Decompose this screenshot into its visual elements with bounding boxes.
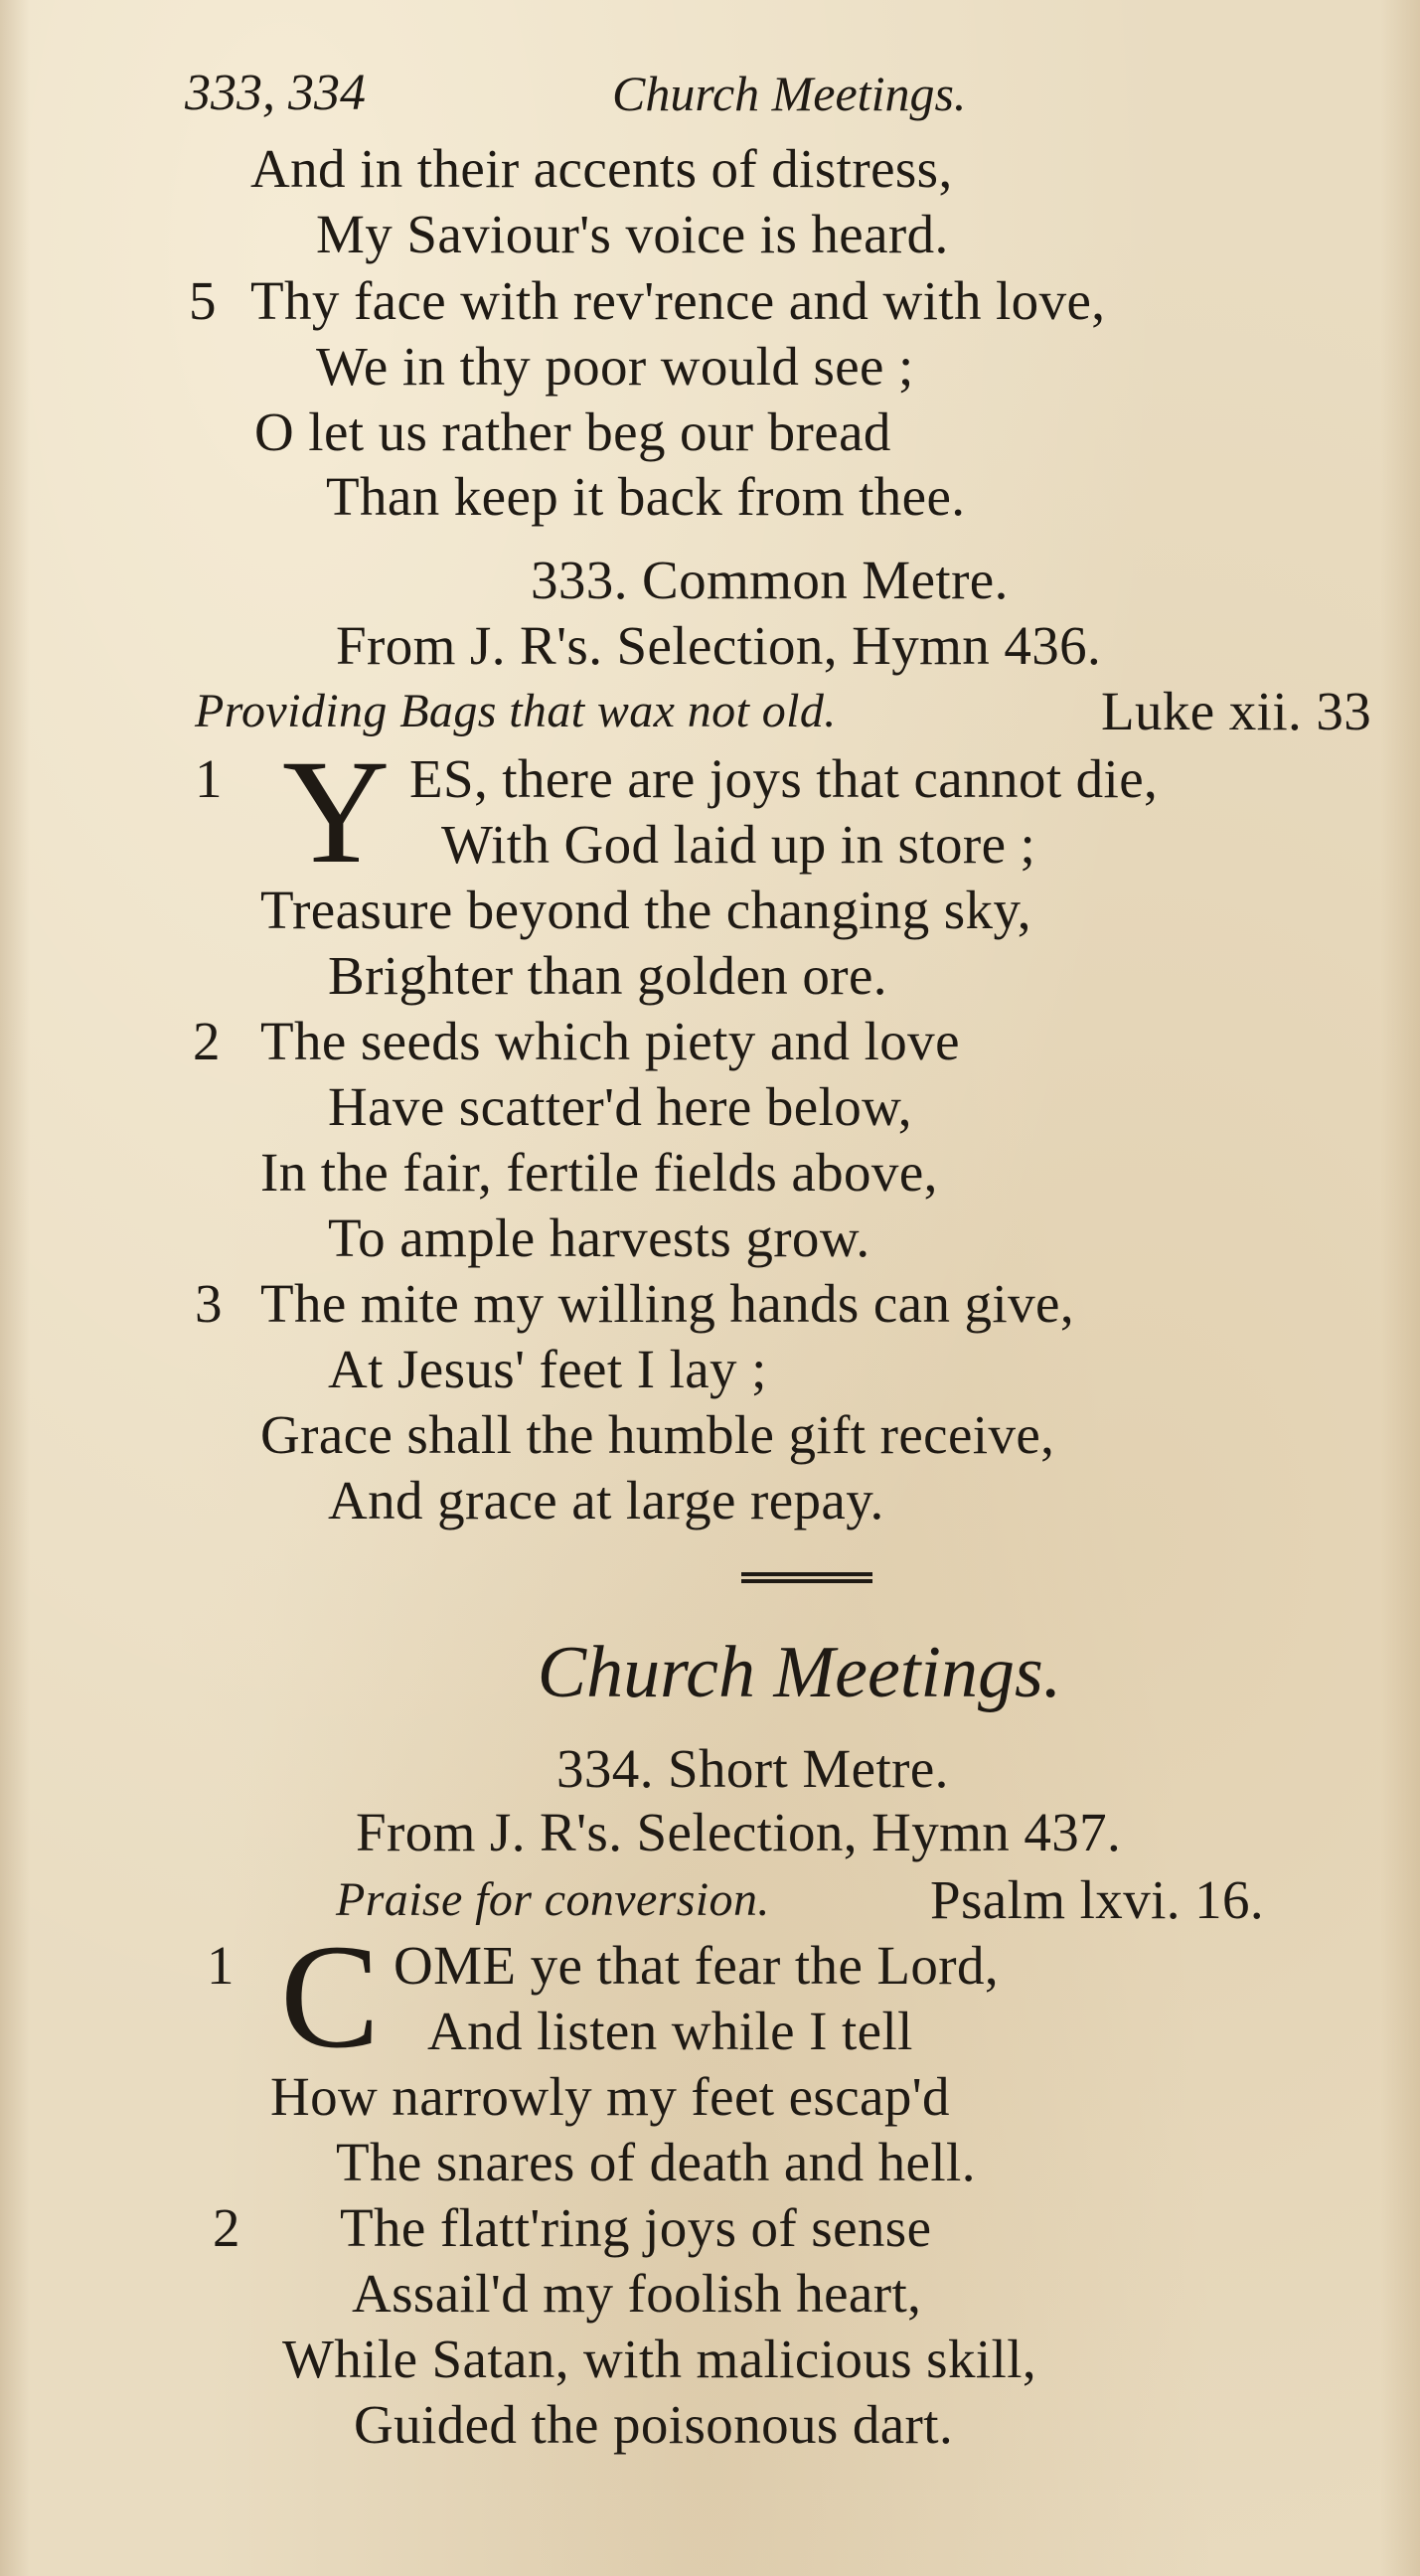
section-title: Church Meetings. [537,1632,1062,1713]
hymn-line: ES, there are joys that cannot die, [409,748,1159,809]
hymn-line: Brighter than golden ore. [328,945,887,1006]
page-gutter-shadow [0,0,30,2576]
running-header-numbers: 333, 334 [185,65,366,121]
hymn-line: And grace at large repay. [328,1470,884,1530]
drop-cap: C [280,1914,381,2079]
hymn-line: The flatt'ring joys of sense [340,2197,932,2258]
verse-number: 1 [195,748,223,809]
hymn-line: At Jesus' feet I lay ; [328,1339,767,1399]
verse-number: 1 [207,1935,235,1996]
hymn-line: My Saviour's voice is heard. [316,204,949,264]
hymn-line: We in thy poor would see ; [316,336,914,397]
hymn-line: With God laid up in store ; [441,814,1036,875]
drop-cap: Y [282,729,391,894]
hymn-heading: 333. Common Metre. [531,550,1009,610]
hymn-line: Treasure beyond the changing sky, [260,880,1031,940]
verse-number: 2 [213,2197,240,2258]
hymn-line: The mite my willing hands can give, [260,1273,1074,1334]
hymn-line: And in their accents of distress, [250,138,953,199]
scripture-reference: Psalm lxvi. 16. [930,1869,1265,1930]
hymn-heading: 334. Short Metre. [556,1738,949,1799]
hymn-subject: Providing Bags that wax not old. [195,685,837,737]
hymn-source: From J. R's. Selection, Hymn 437. [356,1802,1122,1862]
page-edge-shadow [1380,0,1420,2576]
scripture-reference: Luke xii. 33 [1101,681,1372,741]
verse-number: 3 [195,1273,223,1334]
hymn-line: Guided the poisonous dart. [354,2394,954,2455]
hymn-line: The snares of death and hell. [336,2132,976,2192]
hymn-line: In the fair, fertile fields above, [260,1142,938,1203]
hymn-line: Assail'd my foolish heart, [352,2263,922,2324]
hymn-line: The seeds which piety and love [260,1011,960,1071]
verse-number: 2 [193,1011,221,1071]
hymn-line: And listen while I tell [427,2001,913,2061]
hymn-line: How narrowly my feet escap'd [270,2066,950,2127]
hymn-line: Grace shall the humble gift receive, [260,1404,1055,1465]
running-header-title: Church Meetings. [612,66,967,121]
hymn-source: From J. R's. Selection, Hymn 436. [336,615,1102,676]
hymn-line: O let us rather beg our bread [254,402,891,462]
hymn-line: Than keep it back from thee. [326,466,966,527]
hymn-line: OME ye that fear the Lord, [394,1935,1000,1996]
verse-number: 5 [189,270,217,331]
hymn-line: Thy face with rev'rence and with love, [250,270,1106,331]
section-divider [741,1572,872,1590]
hymn-subject: Praise for conversion. [336,1873,770,1926]
hymn-line: To ample harvests grow. [328,1208,870,1268]
hymn-line: While Satan, with malicious skill, [282,2329,1037,2389]
hymn-line: Have scatter'd here below, [328,1076,912,1137]
